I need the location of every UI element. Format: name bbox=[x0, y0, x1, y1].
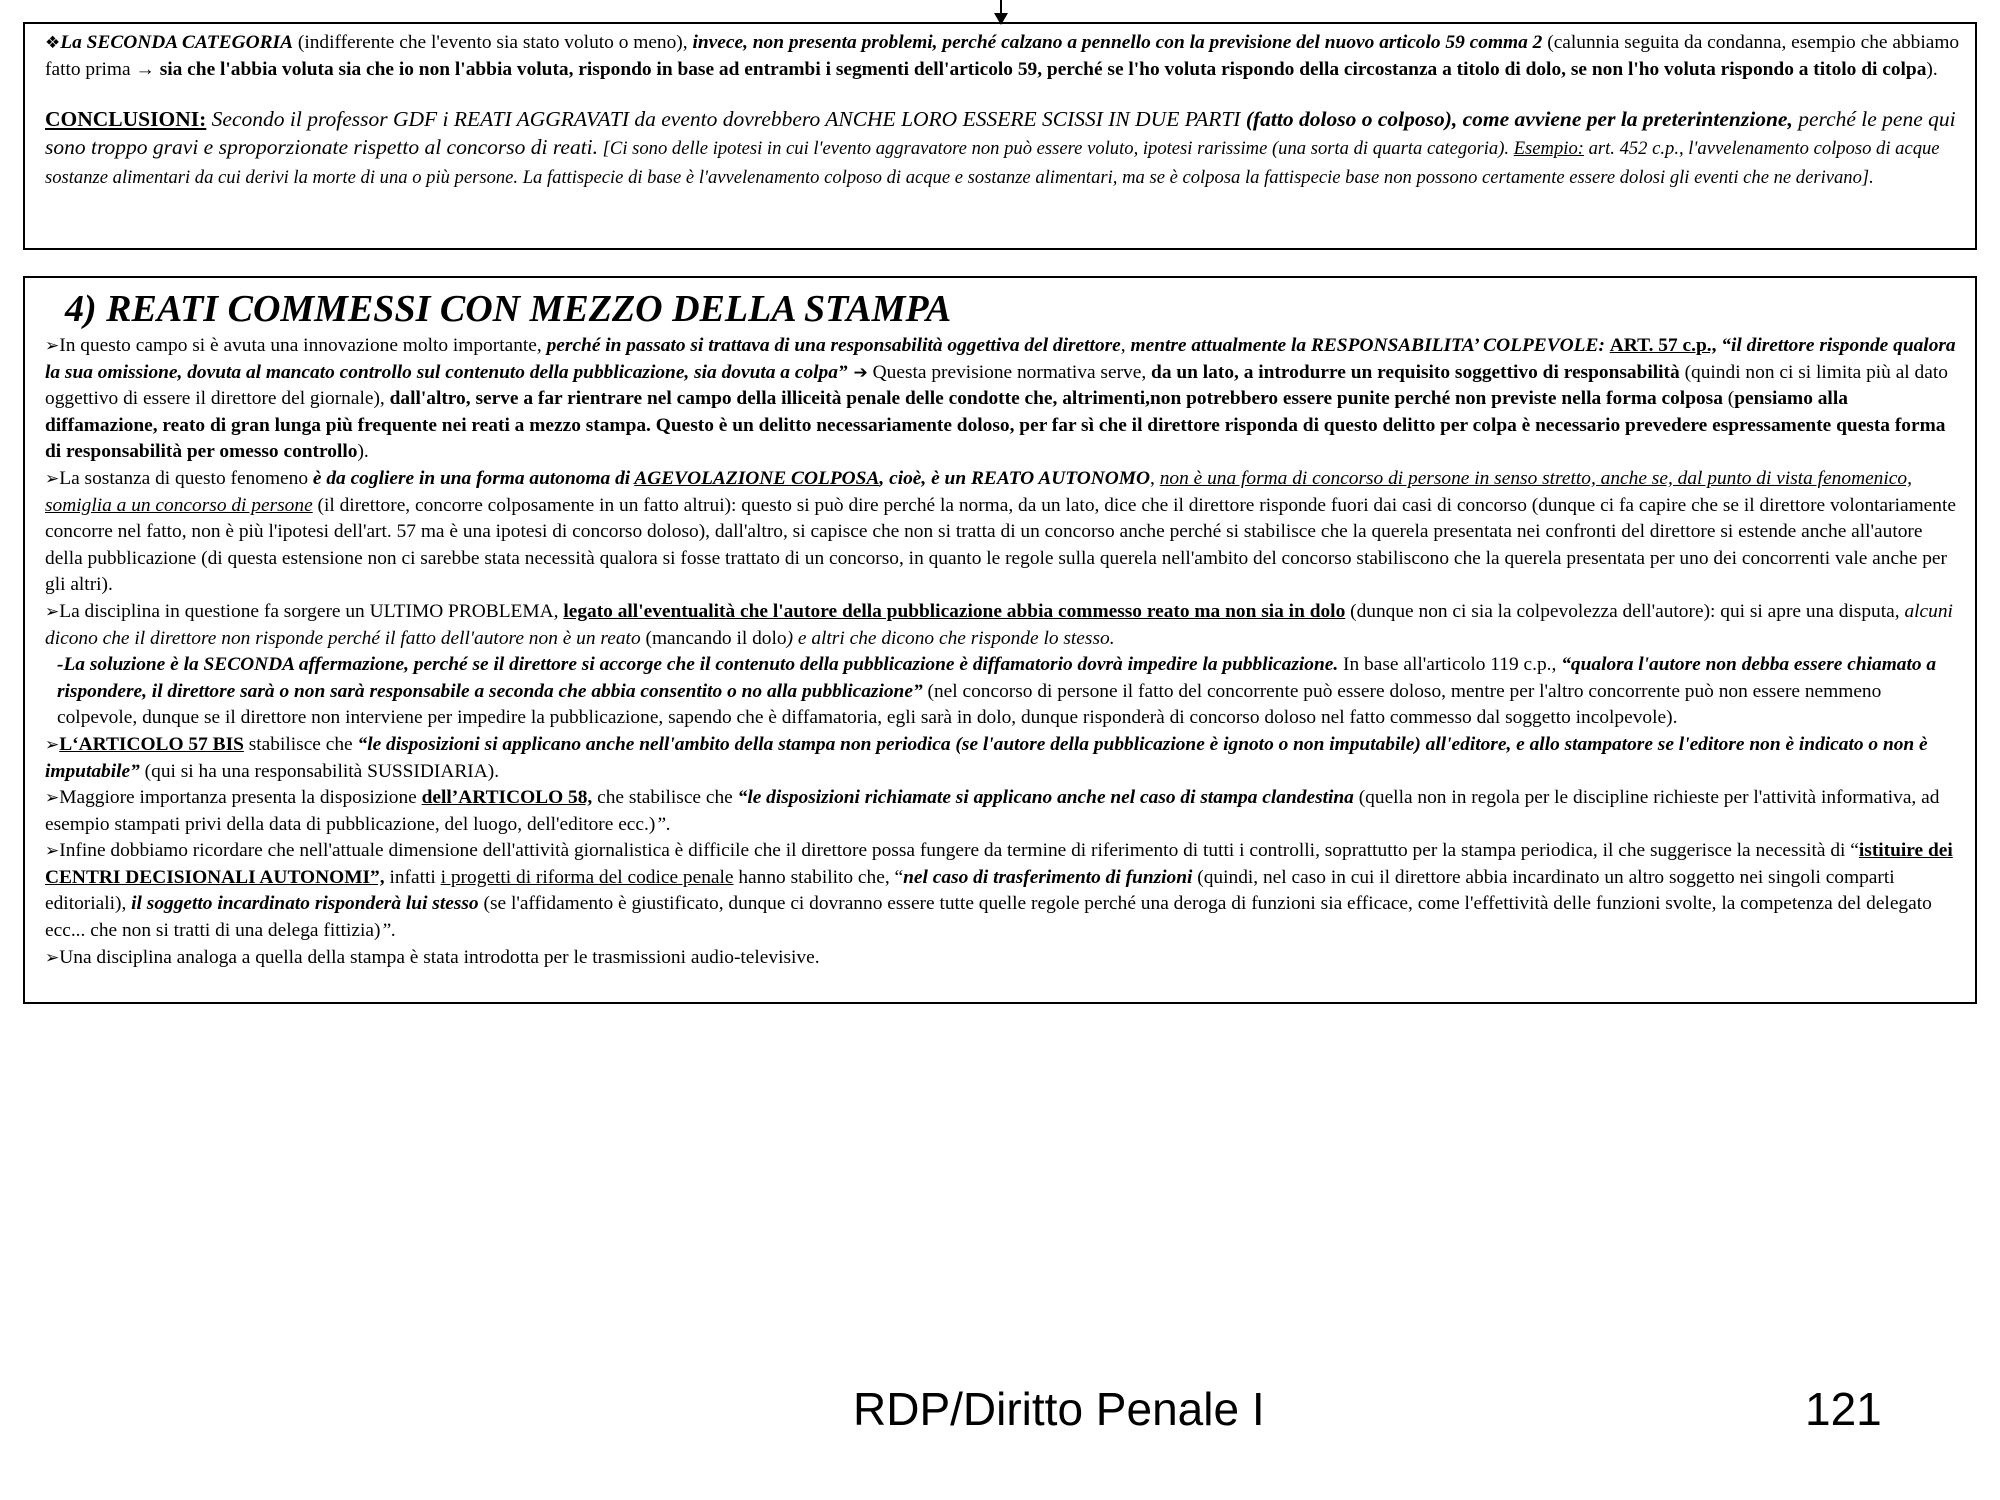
text-run: (indifferente che l'evento sia stato voluto o meno), bbox=[293, 32, 693, 53]
text-run: hanno stabilito che, “ bbox=[733, 866, 904, 888]
text-run: In base all'articolo 119 c.p., bbox=[1338, 654, 1562, 676]
text-run: , cioè, è un REATO AUTONOMO bbox=[879, 467, 1151, 489]
text-run: Infine dobbiamo ricordare che nell'attuale dimensione dell'attività giornalistica è difficile che il direttore possa fungere da termine di riferimento di tutti i controlli, soprattutto per la stampa periodica, il che suggerisce la necessità di “ bbox=[59, 840, 1859, 862]
text-run: (quindi non ci si limita più al dato oggettivo di essere il direttore del giornale), bbox=[45, 361, 1948, 410]
text-run: (qui si ha una responsabilità SUSSIDIARIA). bbox=[139, 760, 500, 782]
text-run: , bbox=[1120, 335, 1131, 356]
text-run: mentre attualmente la RESPONSABILITA’ COLPEVOLE: bbox=[1130, 335, 1605, 356]
text-run: (quella non in regola per le discipline richieste per l'attività informativa, ad esempio stampati privi della data di pubblicazione, del luogo, dell'editore ecc.) bbox=[45, 787, 1940, 835]
text-run: art. 452 c.p., l'avvelenamento colposo di acque sostanze alimentari da cui derivi la morte di una o più persone. La fattispecie di base è l'avvelenamento colposo di acque e sostanze alimentari, ma se è colposa la fattispecie base non possono certamente essere dolosi gli eventi che ne derivano]. bbox=[45, 138, 1940, 188]
article-ref: L‘ARTICOLO 57 BIS bbox=[59, 733, 244, 755]
text-run: dall'altro, serve a far rientrare nel campo della illiceità penale delle condotte che, altrimenti,non potrebbero essere punite perché non previste nella forma colposa bbox=[389, 388, 1723, 410]
text-run: “qualora l'autore non debba essere chiamato a rispondere, il direttore sarà o non sarà responsabile a seconda che abbia consentito o no alla pubblicazione” bbox=[57, 654, 1937, 702]
text-run: In questo campo si è avuta una innovazione molto importante, bbox=[59, 335, 547, 356]
arrow-bullet-icon: ➢ bbox=[45, 947, 60, 968]
bullet-paragraph bbox=[45, 785, 1965, 838]
bullet-paragraph bbox=[45, 945, 1965, 972]
bullet-paragraph bbox=[45, 838, 1965, 944]
text-run: perché le pene qui sono troppo gravi e sproporzionate rispetto al concorso di reati. bbox=[45, 107, 1956, 160]
text-run: , bbox=[1150, 467, 1160, 489]
bullet-paragraph bbox=[45, 732, 1965, 785]
text-run: La sostanza di questo fenomeno bbox=[59, 467, 313, 489]
text-run: è da cogliere in una forma autonoma di bbox=[312, 467, 635, 489]
footer-title: RDP/Diritto Penale I bbox=[853, 1383, 1265, 1435]
text-run: alcuni dicono che il direttore non risponde perché il fatto dell'autore non è un reato bbox=[45, 600, 1953, 649]
text-run: perché in passato si trattava di una responsabilità oggettiva del direttore bbox=[546, 335, 1121, 356]
arrow-bullet-icon: ➢ bbox=[45, 601, 60, 622]
bullet-paragraph bbox=[45, 466, 1965, 599]
text-run: istituire dei CENTRI DECISIONALI AUTONOMI”, bbox=[45, 840, 1953, 888]
text-run: i progetti di riforma del codice penale bbox=[440, 866, 734, 888]
text-run: (mancando il dolo bbox=[640, 627, 787, 649]
text-run: Una disciplina analoga a quella della stampa è stata introdotta per le trasmissioni audio-televisive. bbox=[59, 946, 820, 968]
text-run: Secondo il professor GDF i REATI AGGRAVATI da evento dovrebbero ANCHE LORO ESSERE SCISSI IN DUE PARTI bbox=[206, 107, 1246, 132]
example-label: Esempio: bbox=[1513, 138, 1584, 160]
text-run: sia che l'abbia voluta sia che io non l'abbia voluta, rispondo in base ad entrambi i segmenti dell'articolo 59, perché se l'ho voluta rispondo della circostanza a titolo di dolo, se non l'ho voluta rispondo a titolo di colpa bbox=[154, 58, 1927, 80]
text-run: (calunnia seguita da condanna, esempio che abbiamo fatto prima bbox=[45, 32, 1960, 80]
text-run: La SECONDA CATEGORIA bbox=[60, 32, 294, 53]
text-run: da un lato, a introdurre un requisito soggettivo di responsabilità bbox=[1151, 361, 1680, 383]
solution-paragraph bbox=[45, 652, 1965, 732]
arrow-bullet-icon: ➢ bbox=[45, 336, 60, 356]
text-run: AGEVOLAZIONE COLPOSA bbox=[634, 467, 880, 489]
text-run: ”. bbox=[655, 813, 671, 835]
text-run: -La soluzione è la SECONDA affermazione, perché se il direttore si accorge che il contenuto della pubblicazione è diffamatorio dovrà impedire la pubblicazione. bbox=[57, 654, 1339, 676]
text-box-categoria bbox=[23, 22, 1977, 250]
text-run: (dunque non ci sia la colpevolezza dell'autore): qui si apre una disputa, bbox=[1345, 600, 1905, 622]
arrow-bullet-icon: ➢ bbox=[45, 734, 60, 755]
article-ref: ART. 57 c.p., bbox=[1609, 335, 1717, 356]
bullet-paragraph bbox=[45, 333, 1965, 466]
text-run: non è una forma di concorso di persone in senso stretto, anche se, dal punto di vista fenomenico, somiglia a un concorso di persone bbox=[45, 467, 1912, 516]
text-run: (quindi, nel caso in cui il direttore abbia incardinato un altro soggetto nei singoli comparti editoriali), bbox=[45, 866, 1895, 915]
text-run: ). bbox=[357, 441, 369, 463]
conclusion-label: CONCLUSIONI: bbox=[45, 107, 207, 132]
text-run: il soggetto incardinato risponderà lui stesso bbox=[131, 893, 479, 915]
text-run: ( bbox=[1722, 388, 1735, 410]
text-run: legato all'eventualità che l'autore della pubblicazione abbia commesso reato ma non sia in dolo bbox=[563, 600, 1346, 622]
text-run: (il direttore, concorre colposamente in un fatto altrui): questo si può dire perché la norma, da un lato, dice che il direttore risponde fuori dai casi di concorso (dunque ci fa capire che se il direttore volontariamente concorre nel fatto, non è più l'ipotesi dell'art. 57 ma è una ipotesi di concorso doloso), dall'altro, si capisce che non si tratta di un concorso anche perché si stabilisce che la querela presentata nei confronti del direttore si estende anche all'autore della pubblicazione (di questa estensione non ci sarebbe stata necessità qualora si fosse trattato di un concorso, in quanto le regole sulla querela nell'ambito del concorso stabiliscono che la querela presentata per uno dei concorrenti vale anche per gli altri). bbox=[45, 494, 1956, 596]
arrow-bullet-icon: ➢ bbox=[45, 468, 60, 489]
text-run: che stabilisce che bbox=[592, 787, 738, 809]
text-run: pensiamo alla diffamazione, reato di gran lunga più frequente nei reati a mezzo stampa. Questo è un delitto necessariamente doloso, per far sì che il direttore risponda di questo delitto per colpa è necessario prevedere espressamente questa forma di responsabilità per omesso controllo bbox=[45, 388, 1946, 463]
conclusion-paragraph bbox=[45, 105, 1965, 190]
text-run: “le disposizioni richiamate si applicano anche nel caso di stampa clandestina bbox=[737, 787, 1354, 809]
arrow-bullet-icon: ➢ bbox=[45, 788, 60, 809]
diamond-bullet-icon: ❖ bbox=[45, 33, 61, 53]
text-run: La disciplina in questione fa sorgere un ULTIMO PROBLEMA, bbox=[59, 600, 564, 622]
text-run: ”. bbox=[380, 920, 397, 942]
text-run: nel caso di trasferimento di funzioni bbox=[903, 866, 1193, 888]
text-run: ). bbox=[1926, 58, 1938, 80]
text-run: stabilisce che bbox=[243, 733, 358, 755]
text-run: invece, non presenta problemi, perché calzano a pennello con la previsione del nuovo articolo 59 comma 2 bbox=[692, 32, 1543, 53]
text-run: “il direttore risponde qualora la sua omissione, dovuta al mancato controllo sul contenuto della pubblicazione, sia dovuta a colpa” bbox=[45, 335, 1956, 383]
text-run: “le disposizioni si applicano anche nell'ambito della stampa non periodica (se l'autore della pubblicazione è ignoto o non imputabile) all'editore, e allo stampatore se l'editore non è indicato o non è imputabile” bbox=[45, 733, 1928, 782]
text-run: Maggiore importanza presenta la disposizione bbox=[59, 787, 422, 809]
text-box-stampa bbox=[23, 276, 1977, 1004]
arrow-bullet-icon: ➢ bbox=[45, 841, 60, 862]
text-run: (se l'affidamento è giustificato, dunque ci dovranno essere tutte quelle regole perché una deroga di funzioni sia efficace, come l'effettività delle funzioni svolte, la competenza del delegato ecc... che non si tratti di una delega fittizia) bbox=[45, 893, 1932, 942]
text-run: (nel concorso di persone il fatto del concorrente può essere doloso, mentre per l'altro concorrente può non essere nemmeno colpevole, dunque se il direttore non interviene per impedire la pubblicazione, sapendo che è diffamatoria, egli sarà in dolo, dunque risponderà di concorso doloso nel fatto commesso dal soggetto incolpevole). bbox=[57, 680, 1882, 729]
bullet-seconda-categoria bbox=[45, 30, 1965, 83]
section-heading: 4) REATI COMMESSI CON MEZZO DELLA STAMPA bbox=[65, 288, 952, 330]
text-run: infatti bbox=[384, 866, 441, 888]
right-arrow-icon: ➔ bbox=[847, 362, 868, 383]
article-ref: dell’ARTICOLO 58, bbox=[421, 787, 593, 809]
page-number: 121 bbox=[1805, 1383, 1882, 1435]
bullet-paragraph bbox=[45, 599, 1965, 652]
text-run: (fatto doloso o colposo), come avviene per la preterintenzione, bbox=[1245, 107, 1793, 132]
text-run: ) e altri che dicono che risponde lo stesso. bbox=[786, 627, 1115, 649]
text-run: Questa previsione normativa serve, bbox=[867, 361, 1152, 383]
right-arrow-icon: → bbox=[135, 58, 155, 80]
text-run: [Ci sono delle ipotesi in cui l'evento aggravatore non può essere voluto, ipotesi rarissime (una sorta di quarta categoria). bbox=[598, 138, 1514, 160]
